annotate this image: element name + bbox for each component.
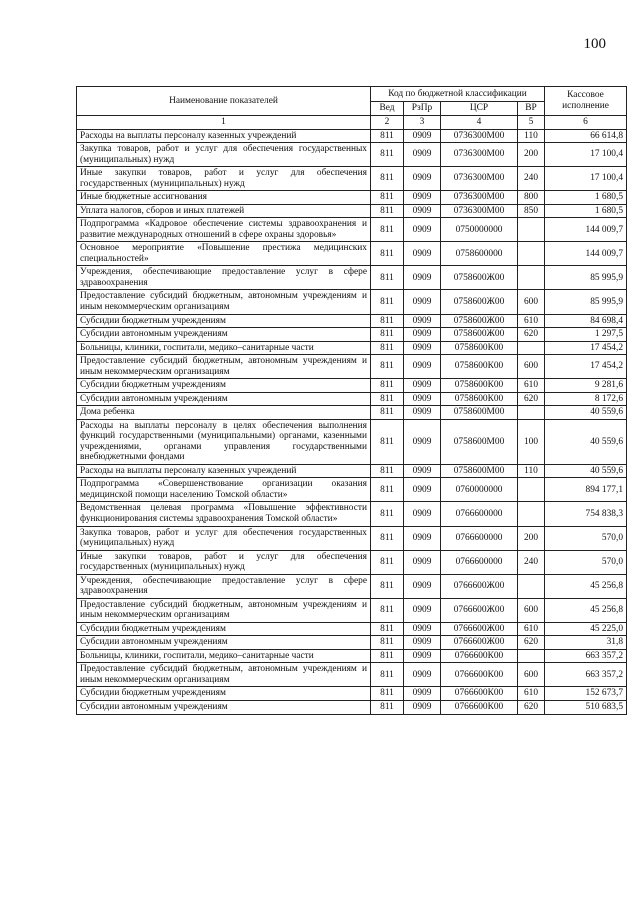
cell-ved: 811 bbox=[371, 598, 404, 622]
table-body bbox=[77, 129, 627, 714]
cell-amount: 17 100,4 bbox=[545, 167, 627, 191]
cell-csr: 0758600Ж00 bbox=[441, 290, 518, 314]
cell-rzpr: 0909 bbox=[404, 550, 441, 574]
cell-csr: 0758600Ж00 bbox=[441, 328, 518, 342]
cell-amount: 663 357,2 bbox=[545, 663, 627, 687]
cell-vr: 110 bbox=[518, 464, 545, 478]
table-row bbox=[77, 204, 627, 218]
cell-vr bbox=[518, 341, 545, 355]
cell-rzpr: 0909 bbox=[404, 700, 441, 714]
cell-vr: 610 bbox=[518, 622, 545, 636]
table-row bbox=[77, 700, 627, 714]
cell-ved: 811 bbox=[371, 550, 404, 574]
cell-ved: 811 bbox=[371, 419, 404, 464]
cell-vr: 850 bbox=[518, 204, 545, 218]
cell-amount: 84 698,4 bbox=[545, 314, 627, 328]
cell-name: Расходы на выплаты персоналу в целях обеспечения выполнения функций государственными (муниципальными) органами, казенными учреждениями, органами управления государственными внебюджетными фондами bbox=[77, 419, 371, 464]
cell-amount: 754 838,3 bbox=[545, 502, 627, 526]
cell-rzpr: 0909 bbox=[404, 218, 441, 242]
cell-amount: 663 357,2 bbox=[545, 649, 627, 663]
cell-ved: 811 bbox=[371, 636, 404, 650]
cell-vr bbox=[518, 649, 545, 663]
table-row bbox=[77, 526, 627, 550]
table-row bbox=[77, 622, 627, 636]
cell-vr: 240 bbox=[518, 550, 545, 574]
table-row bbox=[77, 464, 627, 478]
table-row bbox=[77, 242, 627, 266]
cell-csr: 0766600Ж00 bbox=[441, 574, 518, 598]
header-vr: ВР bbox=[518, 102, 545, 116]
cell-name: Подпрограмма «Совершенствование организации оказания медицинской помощи населению Томской области» bbox=[77, 478, 371, 502]
table-row bbox=[77, 143, 627, 167]
cell-name: Иные закупки товаров, работ и услуг для обеспечения государственных (муниципальных) нужд bbox=[77, 167, 371, 191]
cell-rzpr: 0909 bbox=[404, 129, 441, 143]
cell-vr bbox=[518, 242, 545, 266]
cell-csr: 0766600000 bbox=[441, 502, 518, 526]
table-row bbox=[77, 419, 627, 464]
cell-amount: 1 680,5 bbox=[545, 204, 627, 218]
cell-ved: 811 bbox=[371, 341, 404, 355]
cell-ved: 811 bbox=[371, 328, 404, 342]
cell-amount: 570,0 bbox=[545, 550, 627, 574]
cell-csr: 0758600Ж00 bbox=[441, 314, 518, 328]
cell-name: Больницы, клиники, госпитали, медико–санитарные части bbox=[77, 341, 371, 355]
cell-name: Предоставление субсидий бюджетным, автономным учреждениям и иным некоммерческим организациям bbox=[77, 290, 371, 314]
cell-amount: 17 454,2 bbox=[545, 355, 627, 379]
cell-name: Учреждения, обеспечивающие предоставление услуг в сфере здравоохранения bbox=[77, 266, 371, 290]
cell-name: Основное мероприятие «Повышение престижа медицинских специальностей» bbox=[77, 242, 371, 266]
table-row bbox=[77, 129, 627, 143]
cell-name: Закупка товаров, работ и услуг для обеспечения государственных (муниципальных) нужд bbox=[77, 143, 371, 167]
cell-amount: 45 225,0 bbox=[545, 622, 627, 636]
cell-vr: 620 bbox=[518, 392, 545, 406]
cell-name: Уплата налогов, сборов и иных платежей bbox=[77, 204, 371, 218]
cell-amount: 40 559,6 bbox=[545, 464, 627, 478]
table-row bbox=[77, 266, 627, 290]
page-number: 100 bbox=[583, 36, 606, 52]
cell-ved: 811 bbox=[371, 242, 404, 266]
cell-amount: 31,8 bbox=[545, 636, 627, 650]
cell-amount: 17 454,2 bbox=[545, 341, 627, 355]
cell-vr bbox=[518, 574, 545, 598]
table-row bbox=[77, 406, 627, 420]
table-row bbox=[77, 290, 627, 314]
header-rzpr: РзПр bbox=[404, 102, 441, 116]
cell-name: Подпрограмма «Кадровое обеспечение системы здравоохранения и развитие международных отношений в сфере охраны здоровья» bbox=[77, 218, 371, 242]
cell-ved: 811 bbox=[371, 355, 404, 379]
cell-ved: 811 bbox=[371, 406, 404, 420]
cell-name: Субсидии бюджетным учреждениям bbox=[77, 314, 371, 328]
cell-rzpr: 0909 bbox=[404, 290, 441, 314]
cell-ved: 811 bbox=[371, 526, 404, 550]
cell-vr: 600 bbox=[518, 355, 545, 379]
cell-ved: 811 bbox=[371, 129, 404, 143]
cell-amount: 85 995,9 bbox=[545, 290, 627, 314]
cell-rzpr: 0909 bbox=[404, 266, 441, 290]
cell-ved: 811 bbox=[371, 392, 404, 406]
cell-vr bbox=[518, 218, 545, 242]
table-row bbox=[77, 649, 627, 663]
cell-ved: 811 bbox=[371, 574, 404, 598]
cell-amount: 9 281,6 bbox=[545, 379, 627, 393]
col-number: 2 bbox=[371, 116, 404, 130]
cell-csr: 0766600К00 bbox=[441, 700, 518, 714]
cell-vr: 610 bbox=[518, 314, 545, 328]
table-row bbox=[77, 502, 627, 526]
cell-vr: 110 bbox=[518, 129, 545, 143]
cell-name: Предоставление субсидий бюджетным, автономным учреждениям и иным некоммерческим организациям bbox=[77, 598, 371, 622]
cell-csr: 0758600К00 bbox=[441, 379, 518, 393]
cell-vr: 610 bbox=[518, 379, 545, 393]
cell-rzpr: 0909 bbox=[404, 191, 441, 205]
cell-rzpr: 0909 bbox=[404, 598, 441, 622]
table-row bbox=[77, 636, 627, 650]
header-name: Наименование показателей bbox=[77, 87, 371, 116]
cell-ved: 811 bbox=[371, 700, 404, 714]
cell-csr: 0736300М00 bbox=[441, 129, 518, 143]
cell-ved: 811 bbox=[371, 687, 404, 701]
cell-vr: 610 bbox=[518, 687, 545, 701]
cell-amount: 40 559,6 bbox=[545, 419, 627, 464]
cell-vr bbox=[518, 266, 545, 290]
cell-ved: 811 bbox=[371, 204, 404, 218]
cell-rzpr: 0909 bbox=[404, 687, 441, 701]
cell-vr: 800 bbox=[518, 191, 545, 205]
cell-name: Субсидии бюджетным учреждениям bbox=[77, 379, 371, 393]
cell-rzpr: 0909 bbox=[404, 478, 441, 502]
cell-csr: 0766600К00 bbox=[441, 649, 518, 663]
cell-vr bbox=[518, 502, 545, 526]
cell-csr: 0766600Ж00 bbox=[441, 598, 518, 622]
cell-name: Субсидии автономным учреждениям bbox=[77, 636, 371, 650]
budget-table bbox=[76, 86, 627, 715]
cell-amount: 894 177,1 bbox=[545, 478, 627, 502]
cell-name: Расходы на выплаты персоналу казенных учреждений bbox=[77, 129, 371, 143]
table-row bbox=[77, 392, 627, 406]
cell-name: Предоставление субсидий бюджетным, автономным учреждениям и иным некоммерческим организациям bbox=[77, 355, 371, 379]
cell-name: Иные закупки товаров, работ и услуг для обеспечения государственных (муниципальных) нужд bbox=[77, 550, 371, 574]
cell-csr: 0750000000 bbox=[441, 218, 518, 242]
cell-vr bbox=[518, 406, 545, 420]
cell-name: Субсидии автономным учреждениям bbox=[77, 700, 371, 714]
cell-csr: 0766600Ж00 bbox=[441, 636, 518, 650]
cell-name: Субсидии автономным учреждениям bbox=[77, 392, 371, 406]
cell-amount: 144 009,7 bbox=[545, 242, 627, 266]
cell-csr: 0758600К00 bbox=[441, 355, 518, 379]
table-row bbox=[77, 550, 627, 574]
col-number: 4 bbox=[441, 116, 518, 130]
cell-vr: 600 bbox=[518, 598, 545, 622]
cell-ved: 811 bbox=[371, 167, 404, 191]
cell-rzpr: 0909 bbox=[404, 464, 441, 478]
cell-amount: 8 172,6 bbox=[545, 392, 627, 406]
cell-vr bbox=[518, 478, 545, 502]
cell-rzpr: 0909 bbox=[404, 167, 441, 191]
cell-name: Учреждения, обеспечивающие предоставление услуг в сфере здравоохранения bbox=[77, 574, 371, 598]
table-row bbox=[77, 574, 627, 598]
cell-name: Расходы на выплаты персоналу казенных учреждений bbox=[77, 464, 371, 478]
cell-csr: 0758600М00 bbox=[441, 406, 518, 420]
table-row bbox=[77, 598, 627, 622]
cell-csr: 0736300М00 bbox=[441, 204, 518, 218]
cell-amount: 45 256,8 bbox=[545, 598, 627, 622]
cell-ved: 811 bbox=[371, 266, 404, 290]
cell-ved: 811 bbox=[371, 478, 404, 502]
cell-rzpr: 0909 bbox=[404, 392, 441, 406]
cell-rzpr: 0909 bbox=[404, 663, 441, 687]
table-row bbox=[77, 663, 627, 687]
cell-csr: 0758600М00 bbox=[441, 464, 518, 478]
col-number: 6 bbox=[545, 116, 627, 130]
cell-csr: 0758600К00 bbox=[441, 392, 518, 406]
col-number: 5 bbox=[518, 116, 545, 130]
cell-amount: 570,0 bbox=[545, 526, 627, 550]
cell-csr: 0766600000 bbox=[441, 550, 518, 574]
cell-rzpr: 0909 bbox=[404, 622, 441, 636]
cell-csr: 0758600М00 bbox=[441, 419, 518, 464]
cell-name: Больницы, клиники, госпитали, медико–санитарные части bbox=[77, 649, 371, 663]
cell-rzpr: 0909 bbox=[404, 636, 441, 650]
cell-ved: 811 bbox=[371, 290, 404, 314]
table-row bbox=[77, 355, 627, 379]
cell-ved: 811 bbox=[371, 464, 404, 478]
cell-rzpr: 0909 bbox=[404, 314, 441, 328]
cell-csr: 0736300М00 bbox=[441, 191, 518, 205]
cell-vr: 600 bbox=[518, 663, 545, 687]
table-row bbox=[77, 379, 627, 393]
header-ved: Вед bbox=[371, 102, 404, 116]
cell-rzpr: 0909 bbox=[404, 143, 441, 167]
cell-rzpr: 0909 bbox=[404, 502, 441, 526]
cell-name: Иные бюджетные ассигнования bbox=[77, 191, 371, 205]
cell-amount: 40 559,6 bbox=[545, 406, 627, 420]
cell-rzpr: 0909 bbox=[404, 419, 441, 464]
cell-ved: 811 bbox=[371, 143, 404, 167]
cell-rzpr: 0909 bbox=[404, 204, 441, 218]
cell-amount: 510 683,5 bbox=[545, 700, 627, 714]
cell-rzpr: 0909 bbox=[404, 242, 441, 266]
table-row bbox=[77, 478, 627, 502]
cell-name: Субсидии бюджетным учреждениям bbox=[77, 687, 371, 701]
header-code-group: Код по бюджетной классификации bbox=[371, 87, 545, 102]
cell-ved: 811 bbox=[371, 218, 404, 242]
cell-amount: 144 009,7 bbox=[545, 218, 627, 242]
table-row bbox=[77, 328, 627, 342]
table-row bbox=[77, 314, 627, 328]
cell-ved: 811 bbox=[371, 502, 404, 526]
cell-rzpr: 0909 bbox=[404, 328, 441, 342]
table-row bbox=[77, 218, 627, 242]
cell-rzpr: 0909 bbox=[404, 526, 441, 550]
cell-rzpr: 0909 bbox=[404, 355, 441, 379]
cell-vr: 200 bbox=[518, 526, 545, 550]
cell-vr: 100 bbox=[518, 419, 545, 464]
cell-csr: 0758600000 bbox=[441, 242, 518, 266]
cell-csr: 0766600Ж00 bbox=[441, 622, 518, 636]
cell-rzpr: 0909 bbox=[404, 649, 441, 663]
cell-amount: 1 680,5 bbox=[545, 191, 627, 205]
cell-name: Дома ребенка bbox=[77, 406, 371, 420]
cell-ved: 811 bbox=[371, 379, 404, 393]
col-number: 1 bbox=[77, 116, 371, 130]
cell-ved: 811 bbox=[371, 622, 404, 636]
cell-csr: 0758600К00 bbox=[441, 341, 518, 355]
cell-vr: 620 bbox=[518, 328, 545, 342]
cell-csr: 0760000000 bbox=[441, 478, 518, 502]
table-row bbox=[77, 341, 627, 355]
cell-name: Предоставление субсидий бюджетным, автономным учреждениям и иным некоммерческим организациям bbox=[77, 663, 371, 687]
header-amount: Кассовое исполнение bbox=[545, 87, 627, 116]
cell-csr: 0736300М00 bbox=[441, 167, 518, 191]
cell-rzpr: 0909 bbox=[404, 341, 441, 355]
cell-amount: 45 256,8 bbox=[545, 574, 627, 598]
cell-amount: 152 673,7 bbox=[545, 687, 627, 701]
cell-ved: 811 bbox=[371, 191, 404, 205]
table-row bbox=[77, 167, 627, 191]
cell-name: Закупка товаров, работ и услуг для обеспечения государственных (муниципальных) нужд bbox=[77, 526, 371, 550]
cell-csr: 0766600К00 bbox=[441, 687, 518, 701]
col-number: 3 bbox=[404, 116, 441, 130]
cell-name: Субсидии бюджетным учреждениям bbox=[77, 622, 371, 636]
table-row bbox=[77, 687, 627, 701]
cell-name: Ведомственная целевая программа «Повышение эффективности функционирования системы здравоохранения Томской области» bbox=[77, 502, 371, 526]
cell-vr: 620 bbox=[518, 700, 545, 714]
cell-amount: 17 100,4 bbox=[545, 143, 627, 167]
cell-ved: 811 bbox=[371, 649, 404, 663]
cell-amount: 85 995,9 bbox=[545, 266, 627, 290]
cell-csr: 0736300М00 bbox=[441, 143, 518, 167]
cell-rzpr: 0909 bbox=[404, 574, 441, 598]
table-header bbox=[77, 87, 627, 130]
cell-ved: 811 bbox=[371, 663, 404, 687]
cell-ved: 811 bbox=[371, 314, 404, 328]
cell-vr: 600 bbox=[518, 290, 545, 314]
cell-amount: 66 614,8 bbox=[545, 129, 627, 143]
cell-csr: 0758600Ж00 bbox=[441, 266, 518, 290]
cell-name: Субсидии автономным учреждениям bbox=[77, 328, 371, 342]
cell-csr: 0766600К00 bbox=[441, 663, 518, 687]
cell-vr: 200 bbox=[518, 143, 545, 167]
cell-rzpr: 0909 bbox=[404, 379, 441, 393]
cell-amount: 1 297,5 bbox=[545, 328, 627, 342]
cell-vr: 240 bbox=[518, 167, 545, 191]
header-csr: ЦСР bbox=[441, 102, 518, 116]
cell-vr: 620 bbox=[518, 636, 545, 650]
cell-rzpr: 0909 bbox=[404, 406, 441, 420]
cell-csr: 0766600000 bbox=[441, 526, 518, 550]
table-row bbox=[77, 191, 627, 205]
